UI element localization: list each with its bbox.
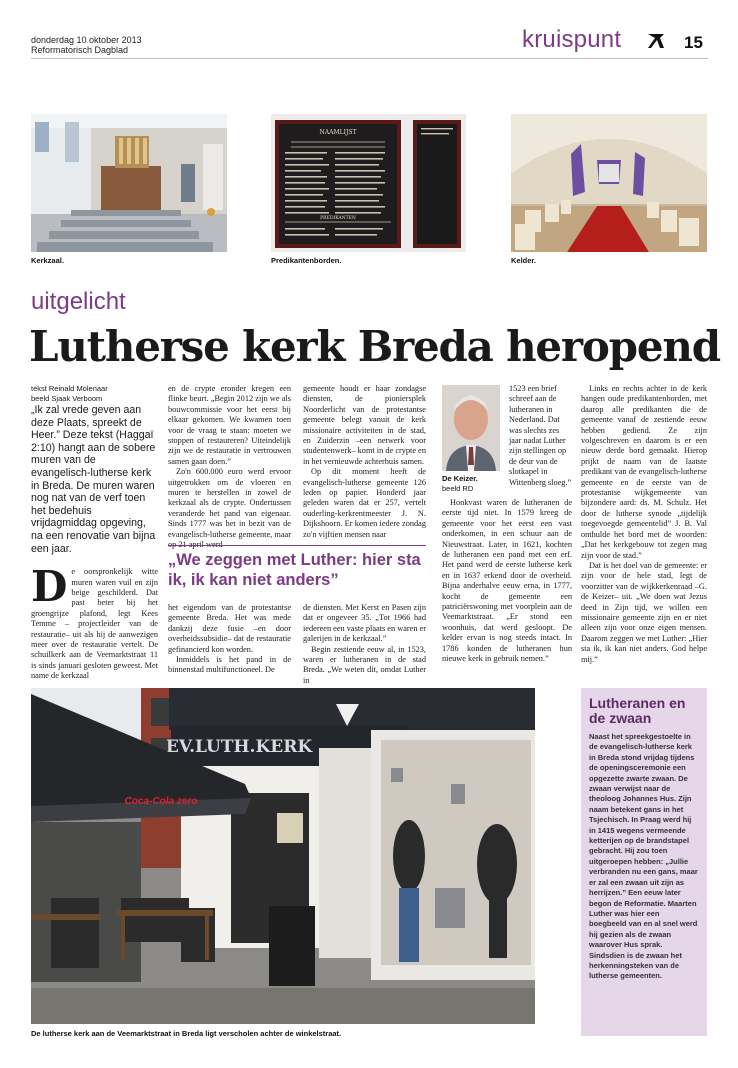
- body-text: Begin zestiende eeuw al, in 1523, waren er lutheranen in de stad Breda. „We weten dit, omdat Luther in: [303, 644, 426, 685]
- main-photo-caption: De lutherse kerk aan de Veemarktstraat in Breda ligt verscholen achter de winkelstraat.: [31, 1029, 342, 1038]
- credit-text: tekst Reinald Molenaar: [31, 384, 108, 393]
- portrait-caption: De Keizer.: [442, 474, 478, 483]
- board-section: PREDIKANTEN: [320, 216, 356, 221]
- portrait-credit: beeld RD: [442, 484, 474, 493]
- column-3: [303, 384, 426, 540]
- sidebar-text: Naast het spreekgestoelte in de evangelisch-lutherse kerk in Breda stond vrijdag tijdens de openingsceremonie een opgezette zwarte zwaan. De zwaan verwijst naar de theoloog Johannes Hus. Zijn naam betekent gans in het Tsjechisch. In Praag werd hij in 1415 wegens vermeende ketterijen op de brandstapel gebracht. Hij zou toen uitgeroepen hebben: „Jullie verbranden nu een gans, maar er zal een zwaan uit zijn as herrijzen.” Een eeuw later begon de Reformatie. Maarten Luther was hier een boegbeeld van en al snel werd hij gezien als de zwaan waarover Hus sprak. Sindsdien is de zwaan het herkenningsteken van de lutherse gemeenten.: [589, 732, 698, 981]
- issue-date: donderdag 10 oktober 2013: [31, 35, 142, 45]
- article-headline: Lutherse kerk Breda heropend: [29, 322, 720, 371]
- body-text: en de crypte eronder kregen een flinke beurt. „Begin 2012 zijn we als bouwcommissie voor het eerst bij elkaar gekomen. We kwamen toen voor de vraag te staan: moeten we stoppen of restaureren? Uiteindelijk zijn we de restauratie in vertrouwen samen gaan doen.”: [168, 384, 291, 466]
- column-4: [442, 498, 572, 665]
- section-title: kruispunt: [522, 26, 622, 53]
- sidebar-title: Lutheranen en de zwaan: [589, 695, 686, 726]
- photo-church-hall: [31, 114, 227, 252]
- drop-cap: D: [31, 562, 68, 612]
- photo-church-exterior: [31, 688, 535, 1024]
- column-2: [168, 384, 291, 551]
- column-2-continued: [168, 603, 291, 676]
- portrait-de-keizer: [442, 385, 500, 471]
- church-sign-text: EV.LUTH.KERK: [165, 737, 313, 757]
- board-title: NAAMLIJST: [319, 129, 357, 136]
- photo-minister-boards: [271, 114, 466, 252]
- masthead-meta: [31, 35, 142, 55]
- pullquote: „We zeggen met Luther: hier sta ik, ik kan niet anders”: [168, 551, 421, 589]
- article-intro: „Ik zal vrede geven aan deze Plaats, spreekt de Heer.” Deze tekst (Haggaï 2:10) hangt aan de sobere muren van de evangelisch-lutherse kerk in Breda. De muren waren nog nat van de verf toen het bedehuis vrijdagmiddag opgeving, na een renovatie van bijna een jaar.: [31, 404, 156, 555]
- body-text: Links en rechts achter in de kerk hangen oude predikantenborden, met daarop alle predikanten die de gemeente vanaf de zestiende eeuw hebben gediend. Ze zijn volgeschreven en daarom is er een nieuw derde bord gemaakt. Hierop prijkt de naam van de laatste predikant van de evangelisch-lutherse gemeente en de eerste van de protestantse wijkgemeente van bijzondere aard: ds. M. Schulz. Het door de lutherse synode „tijdelijk toegevoegde gemeentelid” J. B. Val onthulde het bord met de woorden: „Dat het kerkgebouw tot zegen mag zijn voor de stad.”: [581, 384, 707, 560]
- body-text: de diensten. Met Kerst en Pasen zijn dat er ongeveer 35. „Tot 1966 had iedereen een vaste plaats en waren er galerijen in de kerkzaal.”: [303, 603, 426, 644]
- pullquote-rule: [168, 545, 426, 546]
- body-text: 1523 een brief schreef aan de lutheranen in Nederland. Dat was slechts zes jaar nadat Luther zijn stellingen op de deur van de slotkapel in Wittenberg sloeg.”: [509, 384, 572, 487]
- body-text: gemeente houdt er haar zondagse diensten, de pioniersplek Noorderlicht van de protestantse gemeente belegt vanuit de kerk missionaire activiteiten in de stad, en Zuiderzin –een netwerk voor studentenwerk– komt in de crypte en in het vernieuwde achterhuis samen.: [303, 384, 426, 466]
- header-divider: [31, 58, 708, 59]
- article-kicker: uitgelicht: [31, 288, 126, 315]
- column-5: [581, 384, 707, 665]
- body-text: Zo'n 600.000 euro werd ervoor uitgetrokken om de vloeren en muren te herstellen in zowel de kerkzaal als de crypte. Ondertussen veranderde het pand van eigenaar. Sinds 1777 was het in bezit van de evangelisch-lutherse gemeente, maar: [168, 467, 291, 539]
- column-4-top: [509, 384, 572, 488]
- photo-cellar: [511, 114, 707, 252]
- body-text: Op dit moment heeft de evangelisch-lutherse gemeente 126 leden op papier. Honderd jaar geleden waren dat er 257, vertelt ouderling-kerkrentmeester J. N. Dijkshoorn. Er komen iedere zondag zo'n vijftien mensen naar: [303, 467, 426, 539]
- body-text: Honkvast waren de lutheranen de eerste tijd niet. In 1579 kreeg de gemeente voor het eerst een vast onderkomen, in een schuur aan de Nieuwstraat. Later, in 1621, kochten de lutheranen een pand met een erf. Het pand werd de eerste lutherse kerk en in 1637 erkend door de overheid. Bijna anderhalve eeuw erna, in 1777, kocht de gemeente een patriciërswoning met voorplein aan de Veemarktstraat. „Er stond een woonhuis, dat werd gesloopt. De kelder ervan is nog steeds intact. In 1786 konden de lutheranen hun nieuwe kerk in gebruik nemen.”: [442, 498, 572, 664]
- column-3-continued: [303, 603, 426, 686]
- arrow-x-logo-icon: [647, 32, 665, 50]
- page-number: 15: [684, 33, 703, 52]
- column-1: [31, 384, 158, 682]
- body-text: Inmiddels is het pand in de binnenstad multifunctioneel. De: [168, 655, 291, 675]
- body-text: e oorspronkelijk witte muren waren vuil en zijn beige geschilderd. Dat past beter bij het groengrijze plafond, legt Kees Temme – projectleider van de restauratie– uit als hij de aanwezigen meer over de restauratie vertelt. De schuilkerk aan de Veemarktstraat 11 is sinds januari gesloten geweest. Met name de kerkzaal: [31, 567, 158, 681]
- sidebar-box: [581, 688, 707, 1036]
- body-text: Dat is het doel van de gemeente: er zijn voor de hele stad, legt de voorzitter van de wijkkerkenraad –G. de Keizer– uit. „We doen wat Jezus deed in Zijn tijd, we willen een missionaire gemeente zijn en er niet alleen zijn voor onze eigen mensen. Daarom zeggen we met Luther: „Hier sta ik, ik kan niet anders. God helpe mij.”: [581, 560, 707, 664]
- body-text: het eigendom van de protestantse gemeente Breda. Het was mede dankzij deze fusie –en door overheidssubsidie– dat de restauratie gefinancierd kon worden.: [168, 603, 291, 654]
- newspaper-name: Reformatorisch Dagblad: [31, 45, 129, 55]
- umbrella-brand: Coca-Cola zero: [124, 796, 198, 807]
- photo-caption-cellar: Kelder.: [511, 256, 537, 265]
- photo-caption-hall: Kerkzaal.: [31, 256, 64, 265]
- photo-caption-boards: Predikantenborden.: [271, 256, 342, 265]
- credit-photo: beeld Sjaak Verboom: [31, 394, 103, 403]
